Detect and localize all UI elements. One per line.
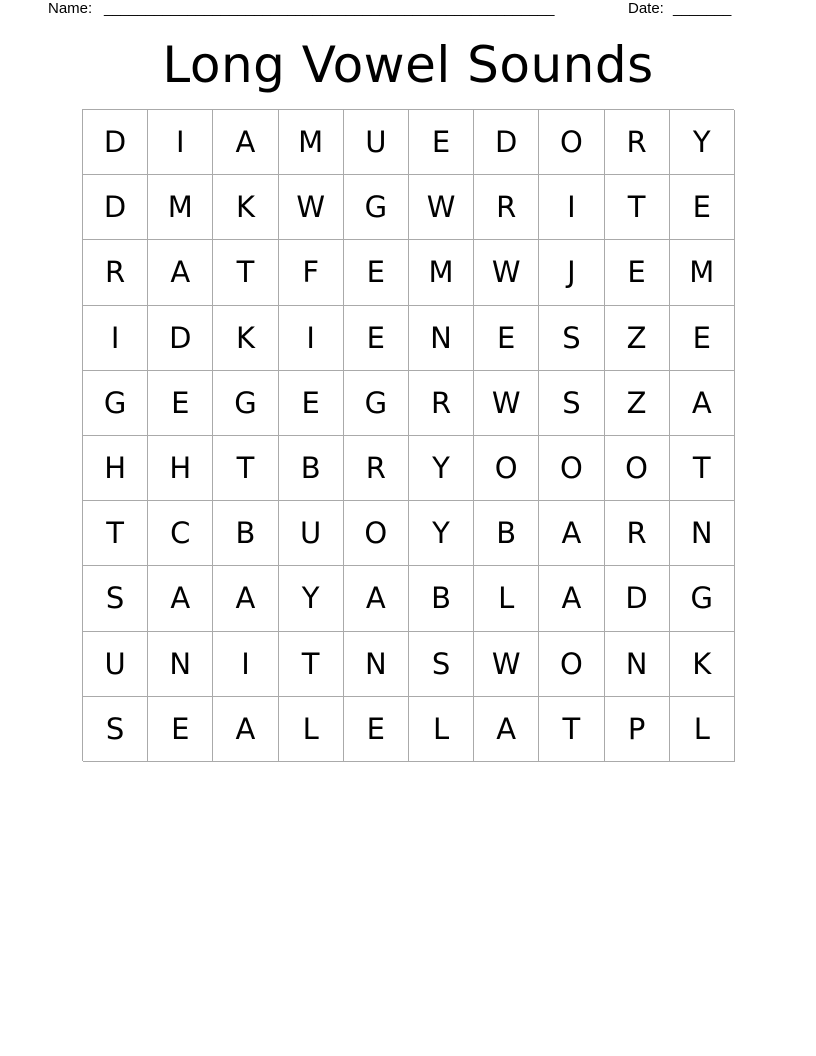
grid-cell: I [83, 306, 148, 371]
grid-cell: E [279, 371, 344, 436]
grid-cell: W [474, 632, 539, 697]
grid-cell: R [474, 175, 539, 240]
grid-cell: W [409, 175, 474, 240]
grid-cell: D [605, 566, 670, 631]
grid-cell: U [83, 632, 148, 697]
grid-cell: M [279, 110, 344, 175]
grid-cell: A [474, 697, 539, 762]
grid-cell: R [605, 110, 670, 175]
grid-cell: W [474, 240, 539, 305]
grid-cell: O [605, 436, 670, 501]
grid-cell: O [539, 632, 604, 697]
grid-cell: A [213, 566, 278, 631]
grid-cell: B [474, 501, 539, 566]
grid-cell: J [539, 240, 604, 305]
worksheet-header [48, 0, 748, 20]
grid-cell: G [83, 371, 148, 436]
grid-cell: U [344, 110, 409, 175]
grid-cell: E [148, 371, 213, 436]
grid-cell: E [409, 110, 474, 175]
grid-cell: K [213, 175, 278, 240]
grid-cell: M [409, 240, 474, 305]
grid-cell: G [670, 566, 735, 631]
grid-cell: O [539, 436, 604, 501]
grid-cell: B [279, 436, 344, 501]
grid-cell: G [344, 175, 409, 240]
grid-cell: W [279, 175, 344, 240]
grid-cell: A [539, 566, 604, 631]
grid-cell: E [344, 306, 409, 371]
grid-cell: T [279, 632, 344, 697]
grid-cell: L [474, 566, 539, 631]
word-search-grid [82, 109, 734, 761]
grid-cell: N [605, 632, 670, 697]
grid-cell: P [605, 697, 670, 762]
grid-cell: O [539, 110, 604, 175]
grid-cell: W [474, 371, 539, 436]
grid-cell: E [670, 175, 735, 240]
grid-cell: Z [605, 306, 670, 371]
grid-cell: K [213, 306, 278, 371]
grid-cell: G [344, 371, 409, 436]
grid-cell: S [539, 371, 604, 436]
grid-cell: B [213, 501, 278, 566]
grid-cell: A [670, 371, 735, 436]
grid-cell: N [148, 632, 213, 697]
grid-cell: S [539, 306, 604, 371]
grid-cell: R [344, 436, 409, 501]
page-title: Long Vowel Sounds [162, 36, 654, 94]
grid-cell: R [83, 240, 148, 305]
grid-cell: F [279, 240, 344, 305]
grid-cell: T [670, 436, 735, 501]
grid-cell: D [83, 110, 148, 175]
grid-cell: S [409, 632, 474, 697]
grid-cell: E [605, 240, 670, 305]
grid-cell: T [539, 697, 604, 762]
grid-cell: Y [409, 436, 474, 501]
grid-cell: R [409, 371, 474, 436]
grid-cell: E [670, 306, 735, 371]
grid-cell: L [670, 697, 735, 762]
grid-cell: Y [279, 566, 344, 631]
grid-cell: O [474, 436, 539, 501]
grid-cell: K [670, 632, 735, 697]
grid-cell: Y [670, 110, 735, 175]
grid-cell: E [148, 697, 213, 762]
grid-cell: Z [605, 371, 670, 436]
date-blank-line: _______ [673, 0, 732, 17]
grid-cell: I [213, 632, 278, 697]
grid-cell: T [605, 175, 670, 240]
grid-cell: U [279, 501, 344, 566]
date-label: Date: [628, 0, 664, 17]
grid-cell: Y [409, 501, 474, 566]
grid-cell: T [213, 436, 278, 501]
grid-cell: N [670, 501, 735, 566]
grid-cell: A [148, 566, 213, 631]
grid-cell: M [670, 240, 735, 305]
grid-cell: R [605, 501, 670, 566]
grid-cell: S [83, 697, 148, 762]
grid-cell: A [213, 110, 278, 175]
grid-cell: A [148, 240, 213, 305]
grid-cell: E [344, 240, 409, 305]
grid-cell: N [409, 306, 474, 371]
grid-cell: G [213, 371, 278, 436]
name-blank-line: ______________________________________________________ [104, 0, 555, 17]
grid-cell: A [344, 566, 409, 631]
grid-cell: L [409, 697, 474, 762]
grid-cell: A [539, 501, 604, 566]
grid-cell: H [83, 436, 148, 501]
grid-cell: B [409, 566, 474, 631]
grid-cell: S [83, 566, 148, 631]
grid-cell: D [148, 306, 213, 371]
grid-cell: N [344, 632, 409, 697]
name-label: Name: [48, 0, 93, 17]
grid-cell: T [83, 501, 148, 566]
grid-cell: H [148, 436, 213, 501]
grid-cell: E [474, 306, 539, 371]
grid-cell: T [213, 240, 278, 305]
grid-cell: I [539, 175, 604, 240]
grid-cell: M [148, 175, 213, 240]
grid-cell: D [474, 110, 539, 175]
grid-cell: A [213, 697, 278, 762]
grid-cell: I [148, 110, 213, 175]
grid-cell: D [83, 175, 148, 240]
grid-cell: I [279, 306, 344, 371]
grid-cell: E [344, 697, 409, 762]
grid-cell: O [344, 501, 409, 566]
grid-cell: C [148, 501, 213, 566]
grid-cell: L [279, 697, 344, 762]
